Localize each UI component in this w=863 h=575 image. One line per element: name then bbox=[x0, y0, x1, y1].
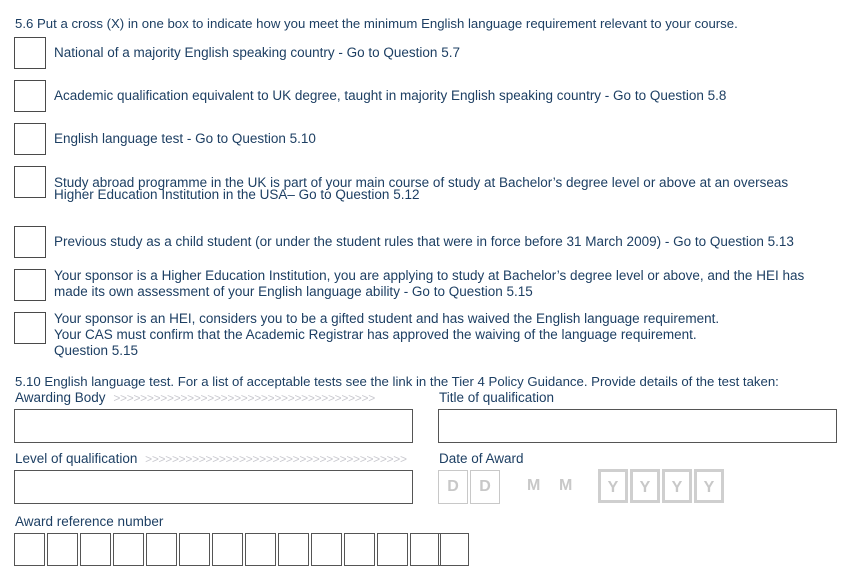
question-5-6-heading: 5.6 Put a cross (X) in one box to indicate how you meet the minimum English language requirement relevant to your course. bbox=[15, 16, 738, 31]
level-of-qualification-label: Level of qualification >>>>>>>>>>>>>>>>>>>>>>>>>>>>>>>>>>>>>>> bbox=[15, 451, 407, 466]
date-year-3[interactable]: Y bbox=[662, 469, 692, 503]
option-label-gifted-student: Your sponsor is an HEI, considers you to be a gifted student and has waived the English language requirement. Your CAS must confirm that the Academic Registrar has approved the waiving of the language requirement. Question 5.15 bbox=[54, 311, 720, 358]
checkbox-hei-assessment[interactable] bbox=[14, 269, 46, 301]
date-month-1[interactable]: M bbox=[527, 477, 541, 494]
option-label-previous-child-study: Previous study as a child student (or under the student rules that were in force before 31 March 2009) - Go to Question 5.13 bbox=[54, 234, 794, 249]
checkbox-gifted-student[interactable] bbox=[14, 312, 46, 344]
checkbox-english-test[interactable] bbox=[14, 123, 46, 155]
date-month-2[interactable]: M bbox=[559, 477, 573, 494]
reference-cell[interactable] bbox=[113, 533, 144, 566]
reference-cell[interactable] bbox=[438, 533, 469, 566]
arrow-leader: >>>>>>>>>>>>>>>>>>>>>>>>>>>>>>>>>>>>>>> bbox=[145, 452, 407, 466]
date-of-award-label: Date of Award bbox=[439, 451, 524, 466]
reference-cell[interactable] bbox=[47, 533, 78, 566]
reference-cell[interactable] bbox=[212, 533, 243, 566]
title-of-qualification-label: Title of qualification bbox=[439, 390, 555, 405]
title-of-qualification-field[interactable] bbox=[438, 409, 837, 443]
reference-cell[interactable] bbox=[80, 533, 111, 566]
option-label-study-abroad: Study abroad programme in the UK is part of your main course of study at Bachelor’s degree level or above at an overseas Higher Education Institution in the USA– Go to Question 5.12 bbox=[54, 175, 789, 202]
reference-cell[interactable] bbox=[14, 533, 45, 566]
reference-cell[interactable] bbox=[344, 533, 375, 566]
reference-cell[interactable] bbox=[278, 533, 309, 566]
reference-cell[interactable] bbox=[311, 533, 342, 566]
checkbox-study-abroad[interactable] bbox=[14, 166, 46, 198]
reference-cell[interactable] bbox=[245, 533, 276, 566]
date-year-1[interactable]: Y bbox=[598, 469, 628, 503]
arrow-leader: >>>>>>>>>>>>>>>>>>>>>>>>>>>>>>>>>>>>>>> bbox=[113, 391, 375, 405]
awarding-body-label: Awarding Body >>>>>>>>>>>>>>>>>>>>>>>>>>>>>>>>>>>>>>> bbox=[15, 390, 375, 405]
date-day-1[interactable]: D bbox=[438, 470, 468, 504]
date-year-4[interactable]: Y bbox=[694, 469, 724, 503]
awarding-body-field[interactable] bbox=[14, 409, 413, 443]
award-reference-label: Award reference number bbox=[15, 514, 164, 529]
level-of-qualification-field[interactable] bbox=[14, 470, 413, 504]
reference-cell[interactable] bbox=[179, 533, 210, 566]
reference-cell[interactable] bbox=[146, 533, 177, 566]
option-label-academic-qualification: Academic qualification equivalent to UK degree, taught in majority English speaking country - Go to Question 5.8 bbox=[54, 88, 727, 103]
option-label-hei-assessment: Your sponsor is a Higher Education Institution, you are applying to study at Bachelor’s degree level or above, and the HEI has made its own assessment of your English language ability - Go to Question 5.15 bbox=[54, 268, 805, 299]
reference-cell[interactable] bbox=[410, 533, 441, 566]
option-label-english-test: English language test - Go to Question 5.10 bbox=[54, 131, 316, 146]
reference-cell[interactable] bbox=[377, 533, 408, 566]
checkbox-previous-child-study[interactable] bbox=[14, 226, 46, 258]
checkbox-national[interactable] bbox=[14, 37, 46, 69]
date-year-2[interactable]: Y bbox=[630, 469, 660, 503]
question-5-10-heading: 5.10 English language test. For a list of acceptable tests see the link in the Tier 4 Policy Guidance. Provide details of the test taken: bbox=[15, 374, 779, 389]
checkbox-academic-qualification[interactable] bbox=[14, 80, 46, 112]
date-day-2[interactable]: D bbox=[470, 470, 500, 504]
option-label-national: National of a majority English speaking country - Go to Question 5.7 bbox=[54, 45, 460, 60]
